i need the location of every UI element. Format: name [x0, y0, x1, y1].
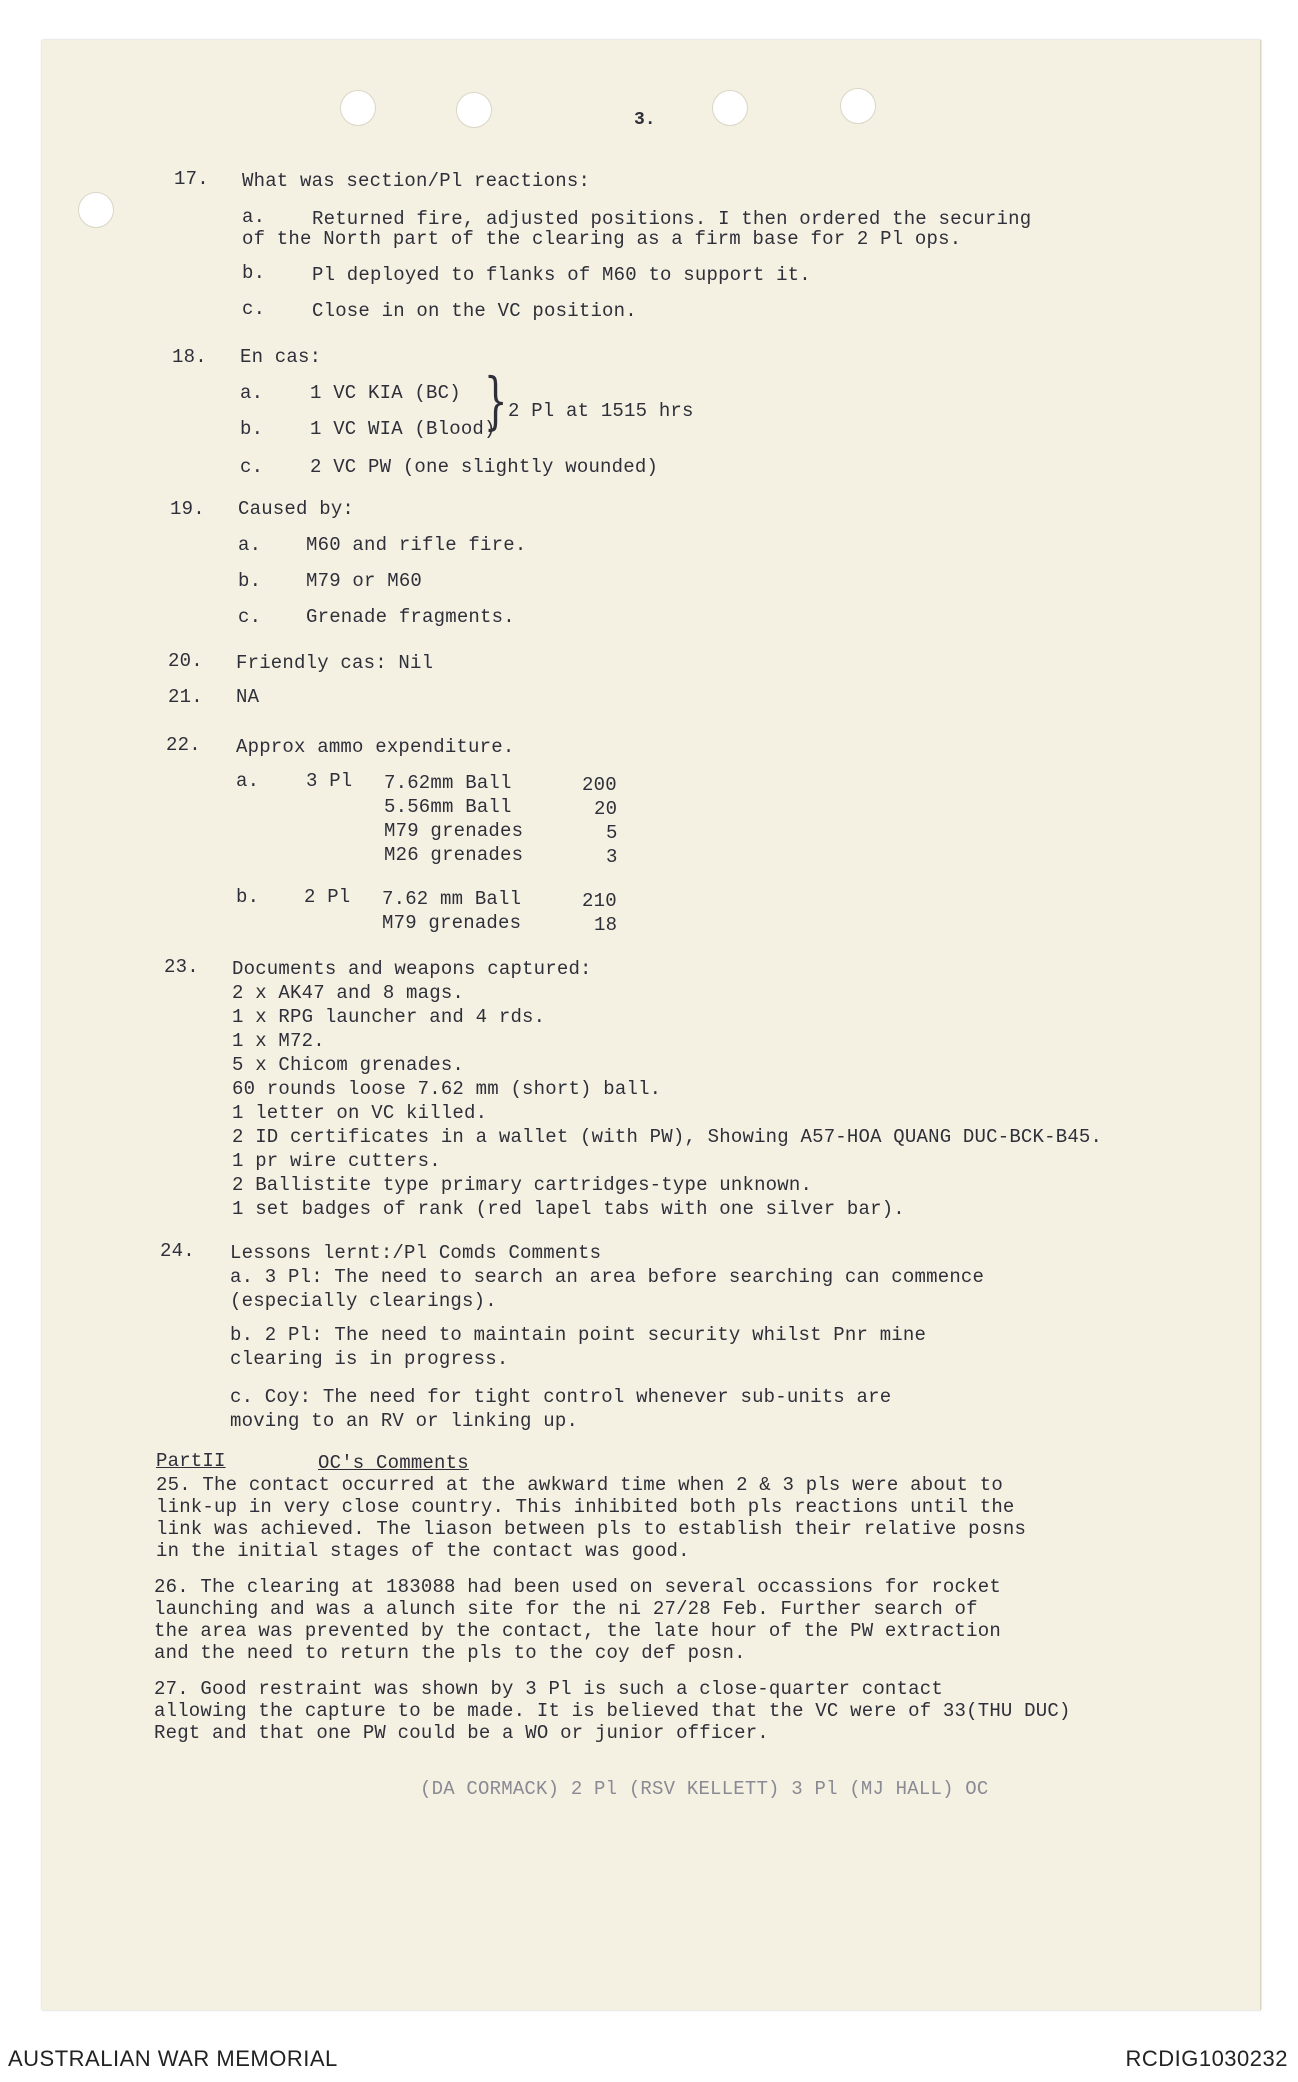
paragraph-line: 26. The clearing at 183088 had been used on several occassions for rocket	[154, 1576, 1001, 1598]
item-heading: En cas:	[240, 346, 322, 368]
item-heading: Documents and weapons captured:	[232, 958, 592, 980]
sub-text: Pl deployed to flanks of M60 to support it.	[312, 264, 811, 286]
item-text: Friendly cas: Nil	[236, 652, 434, 674]
captured-line: 2 x AK47 and 8 mags.	[232, 982, 465, 1004]
ammo-qty: 5	[606, 822, 618, 844]
item-heading: Lessons lernt:/Pl Comds Comments	[230, 1242, 602, 1264]
signature-block: (DA CORMACK) 2 Pl (RSV KELLETT) 3 Pl (MJ HALL) OC	[420, 1778, 989, 1800]
paragraph-line: and the need to return the pls to the coy def posn.	[154, 1642, 746, 1664]
item-number: 18.	[172, 346, 207, 368]
sub-label: b.	[236, 886, 260, 908]
lesson-line: clearing is in progress.	[230, 1348, 509, 1370]
ammo-item: M79 grenades	[384, 820, 524, 842]
item-heading: What was section/Pl reactions:	[242, 170, 591, 192]
unit-label: 3 Pl	[306, 770, 353, 792]
sub-label: b.	[240, 418, 264, 440]
item-heading: Caused by:	[238, 498, 355, 520]
ammo-item: M79 grenades	[382, 912, 522, 934]
paragraph-line: Regt and that one PW could be a WO or junior officer.	[154, 1722, 769, 1744]
sub-label: c.	[238, 606, 262, 628]
sub-label: b.	[238, 570, 262, 592]
lesson-line: b. 2 Pl: The need to maintain point security whilst Pnr mine	[230, 1324, 927, 1346]
brace-mark: }	[483, 364, 508, 437]
paragraph-line: link was achieved. The liason between pls to establish their relative posns	[156, 1518, 1027, 1540]
sub-label: c.	[240, 456, 264, 478]
item-text: NA	[236, 686, 260, 708]
paragraph-line: launching and was a alunch site for the ni 27/28 Feb. Further search of	[154, 1598, 978, 1620]
sub-text: of the North part of the clearing as a firm base for 2 Pl ops.	[242, 228, 962, 250]
item-number: 22.	[166, 734, 201, 756]
sub-text: 1 VC KIA (BC)	[310, 382, 461, 404]
lesson-line: a. 3 Pl: The need to search an area before searching can commence	[230, 1266, 985, 1288]
sub-label: a.	[236, 770, 260, 792]
sub-text: M79 or M60	[306, 570, 423, 592]
punch-hole	[840, 88, 876, 124]
ammo-item: M26 grenades	[384, 844, 524, 866]
sub-label: a.	[240, 382, 264, 404]
sub-text: M60 and rifle fire.	[306, 534, 527, 556]
captured-line: 1 letter on VC killed.	[232, 1102, 488, 1124]
item-number: 24.	[160, 1240, 195, 1262]
sub-text: Close in on the VC position.	[312, 300, 637, 322]
captured-line: 1 set badges of rank (red lapel tabs with one silver bar).	[232, 1198, 905, 1220]
paragraph-line: in the initial stages of the contact was good.	[156, 1540, 690, 1562]
ammo-item: 5.56mm Ball	[384, 796, 512, 818]
part-label: PartII	[156, 1450, 226, 1472]
document-page	[42, 40, 1261, 2010]
sub-label: c.	[242, 298, 266, 320]
item-number: 23.	[164, 956, 199, 978]
sub-label: b.	[242, 262, 266, 284]
captured-line: 2 Ballistite type primary cartridges-type unknown.	[232, 1174, 813, 1196]
sub-label: a.	[238, 534, 262, 556]
item-number: 17.	[174, 168, 209, 190]
paragraph-line: the area was prevented by the contact, the late hour of the PW extraction	[154, 1620, 1001, 1642]
page-number: 3.	[634, 110, 656, 130]
footer-left: AUSTRALIAN WAR MEMORIAL	[8, 2046, 338, 2071]
ammo-qty: 18	[594, 914, 618, 936]
ammo-qty: 200	[582, 774, 617, 796]
paragraph-line: 25. The contact occurred at the awkward time when 2 & 3 pls were about to	[156, 1474, 1003, 1496]
punch-hole	[78, 192, 114, 228]
captured-line: 1 pr wire cutters.	[232, 1150, 441, 1172]
item-number: 20.	[168, 650, 203, 672]
captured-line: 1 x RPG launcher and 4 rds.	[232, 1006, 546, 1028]
unit-label: 2 Pl	[304, 886, 351, 908]
footer-right: RCDIG1030232	[1125, 2046, 1288, 2071]
paragraph-line: link-up in very close country. This inhibited both pls reactions until the	[156, 1496, 1015, 1518]
captured-line: 5 x Chicom grenades.	[232, 1054, 465, 1076]
ammo-qty: 3	[606, 846, 618, 868]
punch-hole	[712, 90, 748, 126]
lesson-line: moving to an RV or linking up.	[230, 1410, 579, 1432]
captured-line: 2 ID certificates in a wallet (with PW), Showing A57-HOA QUANG DUC-BCK-B45.	[232, 1126, 1103, 1148]
item-heading: Approx ammo expenditure.	[236, 736, 515, 758]
sub-text: 2 VC PW (one slightly wounded)	[310, 456, 659, 478]
item-number: 21.	[168, 686, 203, 708]
punch-hole	[456, 92, 492, 128]
sub-text: Returned fire, adjusted positions. I then ordered the securing	[312, 208, 1032, 230]
ammo-item: 7.62mm Ball	[384, 772, 512, 794]
brace-note: 2 Pl at 1515 hrs	[508, 400, 694, 422]
sub-text: 1 VC WIA (Blood)	[310, 418, 496, 440]
captured-line: 60 rounds loose 7.62 mm (short) ball.	[232, 1078, 662, 1100]
ammo-qty: 20	[594, 798, 618, 820]
ammo-qty: 210	[582, 890, 617, 912]
punch-hole	[340, 90, 376, 126]
lesson-line: c. Coy: The need for tight control whenever sub-units are	[230, 1386, 892, 1408]
sub-text: Grenade fragments.	[306, 606, 515, 628]
item-number: 19.	[170, 498, 205, 520]
sub-label: a.	[242, 206, 266, 228]
lesson-line: (especially clearings).	[230, 1290, 497, 1312]
ammo-item: 7.62 mm Ball	[382, 888, 522, 910]
section-title: OC's Comments	[318, 1452, 469, 1474]
paragraph-line: allowing the capture to be made. It is believed that the VC were of 33(THU DUC)	[154, 1700, 1071, 1722]
captured-line: 1 x M72.	[232, 1030, 325, 1052]
paragraph-line: 27. Good restraint was shown by 3 Pl is such a close-quarter contact	[154, 1678, 943, 1700]
